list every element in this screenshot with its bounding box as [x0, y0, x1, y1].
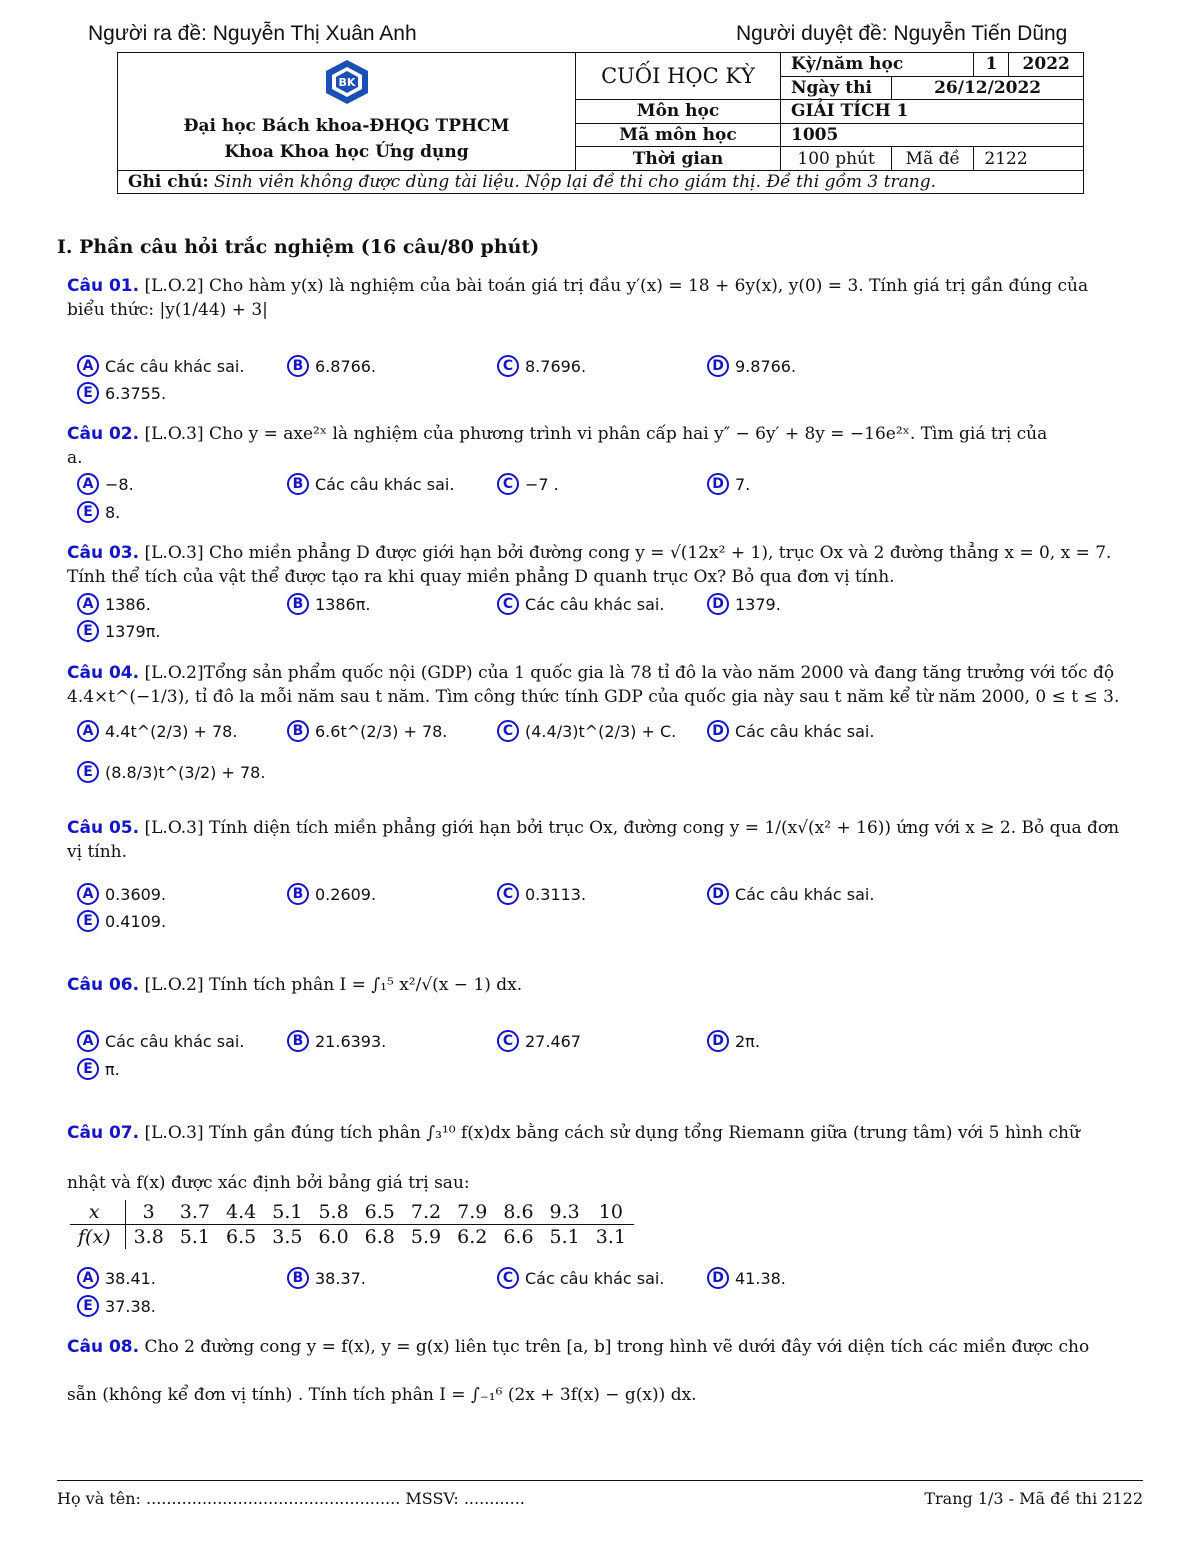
question-label: Câu 05.	[67, 818, 140, 838]
option-d[interactable]: D Các câu khác sai.	[707, 717, 874, 745]
term-value: 1	[974, 53, 1009, 77]
question-text-line2: nhật và f(x) được xác định bởi bảng giá trị sau:	[67, 1173, 470, 1193]
option-c[interactable]: C 0.3113.	[497, 880, 586, 908]
option-b[interactable]: B 6.8766.	[287, 352, 376, 380]
exam-code-value: 2122	[974, 147, 1084, 171]
date-value: 26/12/2022	[892, 76, 1084, 100]
option-e[interactable]: E 1379π.	[77, 617, 160, 645]
date-label: Ngày thi	[781, 76, 892, 100]
question-08	[67, 1335, 1143, 1359]
options-q02	[77, 470, 1147, 498]
question-text-line2: a.	[67, 448, 83, 468]
faculty-name: Khoa Khoa học Ứng dụng	[224, 142, 469, 162]
option-e[interactable]: E 8.	[77, 498, 120, 526]
table-cell: 6.8	[364, 1226, 395, 1248]
question-label: Câu 01.	[67, 276, 140, 296]
options-q02-row2	[77, 498, 1147, 526]
option-a[interactable]: A 4.4t^(2/3) + 78.	[77, 717, 237, 745]
table-cell: 7.2	[403, 1200, 449, 1225]
option-d[interactable]: D 9.8766.	[707, 352, 796, 380]
options-q06	[77, 1027, 1147, 1055]
option-d[interactable]: D Các câu khác sai.	[707, 880, 874, 908]
option-d[interactable]: D 1379.	[707, 590, 781, 618]
question-text: [L.O.3] Cho miền phẳng D được giới hạn bởi đường cong y = √(12x² + 1), trục Ox và 2 đường thẳng x = 0, x = 7.	[144, 543, 1112, 563]
question-label: Câu 02.	[67, 424, 140, 444]
option-b[interactable]: B 1386π.	[287, 590, 370, 618]
table-cell: 6.5	[226, 1226, 257, 1248]
options-q07	[77, 1264, 1147, 1292]
options-q06-row2	[77, 1055, 1147, 1083]
table-cell: 10	[588, 1200, 634, 1225]
question-label: Câu 08.	[67, 1337, 140, 1357]
option-a[interactable]: A −8.	[77, 470, 134, 498]
question-07	[67, 1121, 1143, 1145]
note-label: Ghi chú:	[128, 172, 209, 192]
university-name: Đại học Bách khoa-ĐHQG TPHCM	[183, 116, 510, 136]
option-d[interactable]: D 7.	[707, 470, 750, 498]
option-d[interactable]: D 2π.	[707, 1027, 760, 1055]
year-value: 2022	[1009, 53, 1084, 77]
option-e[interactable]: E 0.4109.	[77, 907, 166, 935]
options-q04-row2	[77, 758, 1147, 786]
code-value: 1005	[781, 123, 1084, 147]
table-cell: 6.0	[318, 1226, 349, 1248]
question-text: [L.O.2] Tính tích phân I = ∫₁⁵ x²/√(x − 1) dx.	[144, 975, 523, 995]
value-table-f-row	[70, 1225, 634, 1250]
option-e[interactable]: E π.	[77, 1055, 120, 1083]
time-label: Thời gian	[576, 147, 781, 171]
option-c[interactable]: C 8.7696.	[497, 352, 586, 380]
option-e[interactable]: E 6.3755.	[77, 379, 166, 407]
option-c[interactable]: C −7 .	[497, 470, 559, 498]
options-q05-row2	[77, 907, 1147, 935]
question-text: [L.O.2] Cho hàm y(x) là nghiệm của bài toán giá trị đầu y′(x) = 18 + 6y(x), y(0) = 3. Tính giá trị gần đúng của	[144, 276, 1089, 296]
options-q03	[77, 590, 1147, 618]
option-c[interactable]: C (4.4/3)t^(2/3) + C.	[497, 717, 676, 745]
table-cell: 3.7	[172, 1200, 218, 1225]
options-q07-row2	[77, 1292, 1147, 1320]
table-x-label: x	[70, 1200, 125, 1225]
question-02	[67, 422, 1143, 470]
options-q04	[77, 717, 1147, 745]
table-cell: 4.4	[218, 1200, 264, 1225]
exam-type: CUỐI HỌC KỲ	[576, 53, 781, 100]
question-text: [L.O.3] Tính diện tích miền phẳng giới hạn bởi trục Ox, đường cong y = 1/(x√(x² + 16)) ứng với x ≥ 2. Bỏ qua đơn	[144, 818, 1120, 838]
table-cell: 6.2	[457, 1226, 488, 1248]
note-cell	[118, 171, 1084, 194]
question-label: Câu 06.	[67, 975, 140, 995]
question-text: [L.O.3] Cho y = axe²ˣ là nghiệm của phương trình vi phân cấp hai y″ − 6y′ + 8y = −16e²ˣ. Tìm giá trị của	[144, 424, 1048, 444]
option-e[interactable]: E (8.8/3)t^(3/2) + 78.	[77, 758, 265, 786]
table-cell: 8.6	[495, 1200, 541, 1225]
table-cell: 5.1	[179, 1226, 211, 1248]
option-c[interactable]: C 27.467	[497, 1027, 581, 1055]
question-07-line2	[67, 1171, 1143, 1195]
exam-code-label: Mã đề	[892, 147, 974, 171]
value-table	[70, 1200, 634, 1249]
value-table-x-row	[70, 1200, 634, 1225]
question-06	[67, 973, 1143, 997]
table-cell: 6.6	[503, 1226, 534, 1248]
option-a[interactable]: A Các câu khác sai.	[77, 1027, 244, 1055]
question-text: Cho 2 đường cong y = f(x), y = g(x) liên tục trên [a, b] trong hình vẽ dưới đây với diện tích các miền được cho	[144, 1337, 1090, 1357]
question-label: Câu 03.	[67, 543, 140, 563]
exam-header-table	[117, 52, 1084, 194]
question-05	[67, 816, 1143, 864]
option-a[interactable]: A 1386.	[77, 590, 151, 618]
code-label: Mã môn học	[576, 123, 781, 147]
table-cell: 3	[125, 1200, 172, 1225]
option-b[interactable]: B 0.2609.	[287, 880, 376, 908]
table-cell: 5.8	[310, 1200, 356, 1225]
exam-reviewer: Người duyệt đề: Nguyễn Tiến Dũng	[736, 22, 1068, 45]
question-text: [L.O.3] Tính gần đúng tích phân ∫₃¹⁰ f(x)dx bằng cách sử dụng tổng Riemann giữa (trung tâm) với 5 hình chữ	[144, 1123, 1080, 1143]
subject-value: GIẢI TÍCH 1	[781, 100, 1084, 124]
table-f-label: f(x)	[70, 1225, 125, 1250]
table-cell: 5.1	[549, 1226, 580, 1248]
options-q05	[77, 880, 1147, 908]
table-cell: 7.9	[449, 1200, 495, 1225]
university-logo	[324, 59, 370, 105]
section-title: I. Phần câu hỏi trắc nghiệm (16 câu/80 phút)	[57, 236, 540, 258]
question-text-line2: biểu thức: |y(1/44) + 3|	[67, 300, 268, 320]
option-d[interactable]: D 41.38.	[707, 1264, 786, 1292]
question-08-line2	[67, 1383, 1143, 1407]
option-a[interactable]: A 0.3609.	[77, 880, 166, 908]
option-a[interactable]: A Các câu khác sai.	[77, 352, 244, 380]
option-b[interactable]: B Các câu khác sai.	[287, 470, 454, 498]
question-text-line2: Tính thể tích của vật thể được tạo ra khi quay miền phẳng D quanh trục Ox? Bỏ qua đơn vị tính.	[67, 567, 895, 587]
table-cell: 3.5	[272, 1226, 303, 1248]
question-text-line2: vị tính.	[67, 842, 128, 862]
table-cell: 6.5	[357, 1200, 403, 1225]
question-03	[67, 541, 1143, 589]
footer-page: Trang 1/3 - Mã đề thi 2122	[924, 1489, 1143, 1508]
options-q01	[77, 352, 1147, 380]
question-label: Câu 07.	[67, 1123, 140, 1143]
option-c[interactable]: C Các câu khác sai.	[497, 590, 664, 618]
option-a[interactable]: A 38.41.	[77, 1264, 156, 1292]
logo-text: BK	[338, 76, 355, 89]
table-cell: 9.3	[542, 1200, 588, 1225]
options-q03-row2	[77, 617, 1147, 645]
option-b[interactable]: B 6.6t^(2/3) + 78.	[287, 717, 447, 745]
question-text: [L.O.2]Tổng sản phẩm quốc nội (GDP) của 1 quốc gia là 78 tỉ đô la vào năm 2000 và đang tăng trưởng với tốc độ	[144, 663, 1115, 683]
table-cell: 3.8	[133, 1226, 164, 1248]
question-text-line2: 4.4×t^(−1/3), tỉ đô la mỗi năm sau t năm. Tìm công thức tính GDP của quốc gia này sau t năm kể từ năm 2000, 0 ≤ t ≤ 3.	[67, 687, 1120, 707]
table-cell: 5.1	[264, 1200, 310, 1225]
question-label: Câu 04.	[67, 663, 140, 683]
subject-label: Môn học	[576, 100, 781, 124]
university-cell	[118, 53, 576, 171]
footer-rule	[57, 1480, 1143, 1481]
footer-name-field: Họ và tên: .................................................. MSSV: ............	[57, 1489, 525, 1508]
options-q01-row2	[77, 379, 1147, 407]
option-b[interactable]: B 21.6393.	[287, 1027, 386, 1055]
term-label: Kỳ/năm học	[781, 53, 974, 77]
table-cell: 5.9	[410, 1226, 442, 1248]
note-text: Sinh viên không được dùng tài liệu. Nộp lại đề thi cho giám thị. Đề thi gồm 3 trang.	[214, 172, 936, 192]
exam-author: Người ra đề: Nguyễn Thị Xuân Anh	[88, 22, 417, 45]
question-01	[67, 274, 1143, 322]
question-04	[67, 661, 1143, 709]
question-text-line2: sẵn (không kể đơn vị tính) . Tính tích phân I = ∫₋₁⁶ (2x + 3f(x) − g(x)) dx.	[67, 1385, 697, 1405]
option-b[interactable]: B 38.37.	[287, 1264, 366, 1292]
option-c[interactable]: C Các câu khác sai.	[497, 1264, 664, 1292]
time-value: 100 phút	[781, 147, 892, 171]
table-cell: 3.1	[595, 1226, 626, 1248]
option-e[interactable]: E 37.38.	[77, 1292, 156, 1320]
